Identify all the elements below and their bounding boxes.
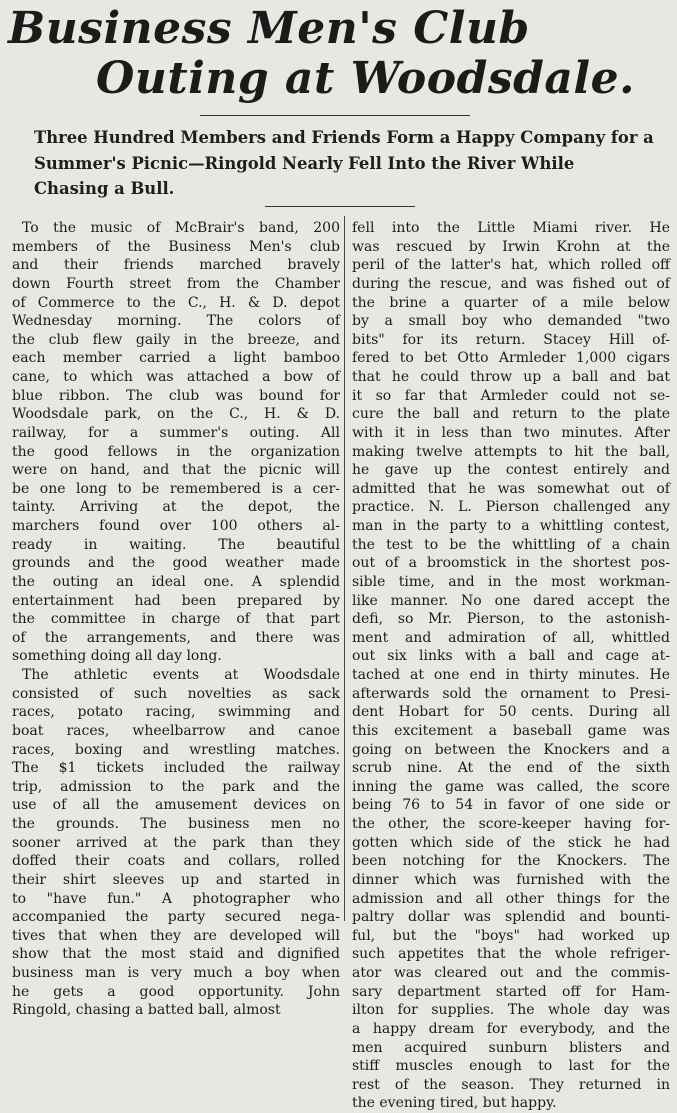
text-line: down Fourth street from the Chamber (12, 275, 340, 292)
text-line: the test to be the whittling of a chain (352, 536, 670, 553)
column-divider (344, 216, 345, 921)
text-line: the outing an ideal one. A splendid (12, 573, 340, 590)
text-line: races, boxing and wrestling matches. (12, 741, 340, 758)
subheadline-deck: Three Hundred Members and Friends Form a Happy Company for a Summer's Picnic—Ringold Nearly Fell Into the River While Chasing a Bull. (34, 128, 654, 198)
text-line: were on hand, and that the picnic will (12, 462, 340, 479)
text-line: the other, the score-keeper having for- (352, 816, 670, 832)
text-line: their shirt sleeves up and started in (12, 871, 340, 888)
text-line: the club flew gaily in the breeze, and (12, 331, 340, 348)
deck-rule (265, 206, 415, 207)
text-line: ready in waiting. The beautiful (12, 536, 340, 553)
text-line: was rescued by Irwin Krohn at the (352, 238, 670, 255)
text-line: show that the most staid and dignified (12, 946, 340, 963)
text-line: the committee in charge of that part (12, 611, 340, 628)
text-line: out of a broomstick in the shortest pos- (352, 555, 670, 572)
text-line: sooner arrived at the park than they (12, 834, 340, 851)
text-line: peril of the latter's hat, which rolled off (352, 257, 670, 274)
text-line: rest of the season. They returned in (352, 1076, 670, 1093)
article-column-right (352, 219, 670, 1113)
text-line: with it in less than two minutes. After (352, 424, 670, 441)
text-line: men acquired sunburn blisters and (352, 1039, 670, 1056)
text-line: sary department started off for Ham- (352, 983, 670, 1000)
text-line: The athletic events at Woodsdale (22, 667, 340, 683)
text-line: practice. N. L. Pierson challenged any (352, 499, 670, 516)
text-line: the brine a quarter of a mile below (352, 294, 670, 311)
text-line: stiff muscles enough to last for the (352, 1058, 670, 1075)
text-line: dent Hobart for 50 cents. During all (352, 704, 670, 721)
text-line: Wednesday morning. The colors of (12, 313, 340, 330)
text-line: he gave up the contest entirely and (352, 462, 670, 479)
text-line: to "have fun." A photographer who (12, 890, 340, 907)
text-line: fell into the Little Miami river. He (352, 220, 670, 236)
text-line: the evening tired, but happy. (352, 1095, 557, 1112)
text-line: it so far that Armleder could not se- (352, 387, 670, 404)
text-line: being 76 to 54 in favor of one side or (352, 797, 670, 814)
text-line: been notching for the Knockers. The (352, 853, 670, 870)
text-line: out six links with a ball and cage at- (352, 648, 670, 665)
text-line: of the arrangements, and there was (12, 629, 340, 646)
text-line: like manner. No one dared accept the (352, 592, 670, 609)
text-line: that he could throw up a ball and bat (352, 369, 670, 385)
text-line: admission and all other things for the (352, 890, 670, 907)
text-line: sible time, and in the most workman- (352, 573, 670, 590)
text-line: tives that when they are developed will (12, 927, 340, 944)
text-line: admitted that he was somewhat out of (352, 480, 670, 497)
text-line: inning the game was called, the score (352, 778, 670, 795)
headline-rule (200, 115, 470, 116)
text-line: by a small boy who demanded "two (352, 313, 670, 330)
text-line: business man is very much a boy when (12, 965, 340, 981)
text-line: blue ribbon. The club was bound for (12, 387, 340, 404)
text-line: be one long to be remembered is a cer- (12, 480, 340, 497)
text-line: ilton for supplies. The whole day was (352, 1002, 670, 1019)
text-line: ful, but the "boys" had worked up (352, 927, 670, 944)
text-line: paltry dollar was splendid and bounti- (352, 909, 670, 926)
text-line: doffed their coats and collars, rolled (12, 853, 340, 870)
text-line: tached at one end in thirty minutes. He (352, 667, 670, 683)
text-line: gotten which side of the stick he had (352, 834, 670, 851)
text-line: dinner which was furnished with the (352, 871, 670, 888)
text-line: To the music of McBrair's band, 200 (22, 220, 340, 236)
text-line: fered to bet Otto Armleder 1,000 cigars (352, 350, 670, 367)
article-column-left (12, 219, 340, 1020)
text-line: making twelve attempts to hit the ball, (352, 443, 670, 460)
text-line: cure the ball and return to the plate (352, 406, 670, 423)
text-line: going on between the Knockers and a (352, 741, 670, 758)
headline-line-2: Outing at Woodsdale. (96, 53, 635, 104)
text-line: boat races, wheelbarrow and canoe (12, 722, 340, 739)
text-line: man in the party to a whittling contest, (352, 518, 670, 534)
text-line: grounds and the good weather made (12, 555, 340, 572)
text-line: defi, so Mr. Pierson, to the astonish- (352, 611, 670, 628)
text-line: entertainment had been prepared by (12, 592, 340, 609)
text-line: the good fellows in the organization (12, 443, 340, 460)
text-line: ator was cleared out and the commis- (352, 965, 670, 981)
text-line: each member carried a light bamboo (12, 350, 340, 367)
text-line: use of all the amusement devices on (12, 797, 340, 814)
text-line: afterwards sold the ornament to Presi- (352, 685, 670, 702)
text-line: the grounds. The business men no (12, 816, 340, 832)
headline-line-1: Business Men's Club (8, 3, 530, 54)
text-line: tainty. Arriving at the depot, the (12, 499, 340, 516)
text-line: something doing all day long. (12, 648, 222, 665)
text-line: trip, admission to the park and the (12, 778, 340, 795)
text-line: cane, to which was attached a bow of (12, 369, 340, 385)
text-line: consisted of such novelties as sack (12, 685, 340, 702)
text-line: Woodsdale park, on the C., H. & D. (12, 406, 340, 423)
text-line: Ringold, chasing a batted ball, almost (12, 1002, 281, 1019)
text-line: this excitement a baseball game was (352, 722, 670, 739)
text-line: railway, for a summer's outing. All (12, 424, 340, 441)
text-line: The $1 tickets included the railway (12, 760, 340, 777)
text-line: races, potato racing, swimming and (12, 704, 340, 721)
text-line: and their friends marched bravely (12, 257, 340, 274)
text-line: members of the Business Men's club (12, 238, 340, 255)
text-line: of Commerce to the C., H. & D. depot (12, 294, 340, 311)
text-line: such appetites that the whole refriger- (352, 946, 670, 963)
text-line: scrub nine. At the end of the sixth (352, 760, 670, 777)
headline (0, 0, 677, 130)
text-line: a happy dream for everybody, and the (352, 1020, 670, 1037)
text-line: bits" for its return. Stacey Hill of- (352, 331, 670, 348)
text-line: during the rescue, and was fished out of (352, 275, 670, 292)
text-line: he gets a good opportunity. John (12, 983, 340, 1000)
text-line: ment and admiration of all, whittled (352, 629, 670, 646)
text-line: marchers found over 100 others al- (12, 518, 340, 534)
text-line: accompanied the party secured nega- (12, 909, 340, 926)
